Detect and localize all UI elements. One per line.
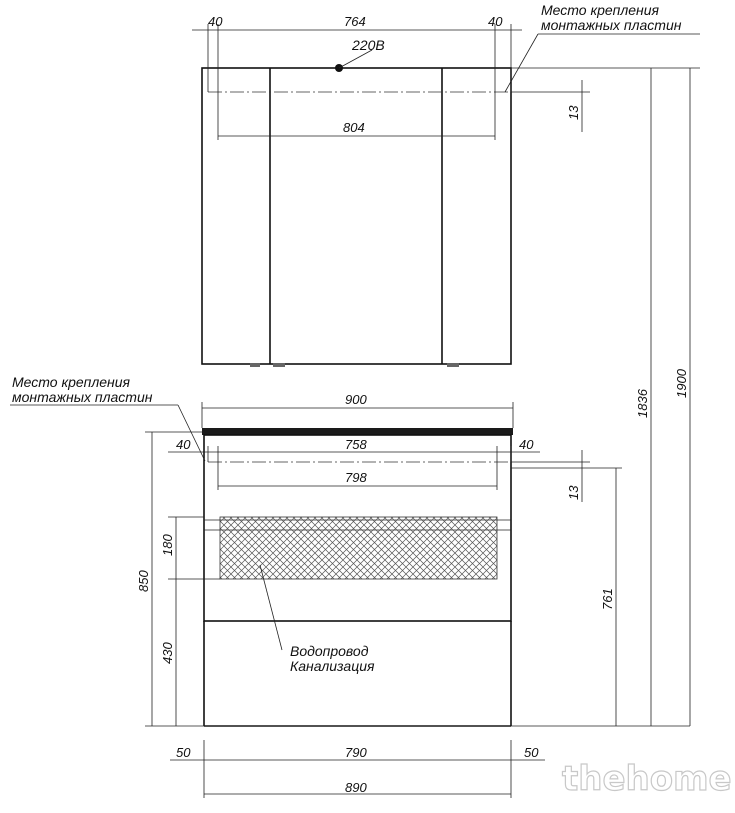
cabinet-width-inner: 764: [344, 14, 366, 29]
vanity-right-offset: 40: [519, 437, 534, 452]
cabinet-top-height: 1836: [635, 389, 650, 418]
cabinet-mount-label-line1: Место крепления: [541, 2, 660, 18]
vanity-height: 850: [136, 570, 151, 592]
power-label: 220В: [352, 37, 385, 53]
base-left-offset: 50: [176, 745, 191, 760]
vanity-left-offset: 40: [176, 437, 191, 452]
utilities-label-line1: Водопровод: [290, 643, 369, 659]
vanity-mount-label-line1: Место крепления: [12, 374, 131, 390]
vanity-plate-drop: 13: [566, 485, 581, 500]
cabinet-left-offset: 40: [208, 14, 223, 29]
vanity-drawer-zone: 180: [160, 534, 175, 556]
vanity-width-inner: 758: [345, 437, 367, 452]
vanity-top-width: 900: [345, 392, 367, 407]
vanity-floor-gap: 430: [160, 642, 175, 664]
vanity-plate-span: 798: [345, 470, 367, 485]
base-total-width: 890: [345, 780, 367, 795]
cabinet-plate-drop: 13: [566, 105, 581, 120]
vanity-mount-label-line2: монтажных пластин: [12, 389, 153, 405]
vanity-plate-height: 761: [600, 588, 615, 610]
base-inner-width: 790: [345, 745, 367, 760]
total-height: 1900: [674, 369, 689, 398]
cabinet-plate-span: 804: [343, 120, 365, 135]
mirror-cabinet: [202, 64, 511, 367]
watermark: thehome: [562, 759, 732, 799]
utilities-label-line2: Канализация: [290, 658, 375, 674]
base-right-offset: 50: [524, 745, 539, 760]
cabinet-mount-label-line2: монтажных пластин: [541, 17, 682, 33]
cabinet-right-offset: 40: [488, 14, 503, 29]
cabinet-dimensions: [192, 24, 700, 140]
